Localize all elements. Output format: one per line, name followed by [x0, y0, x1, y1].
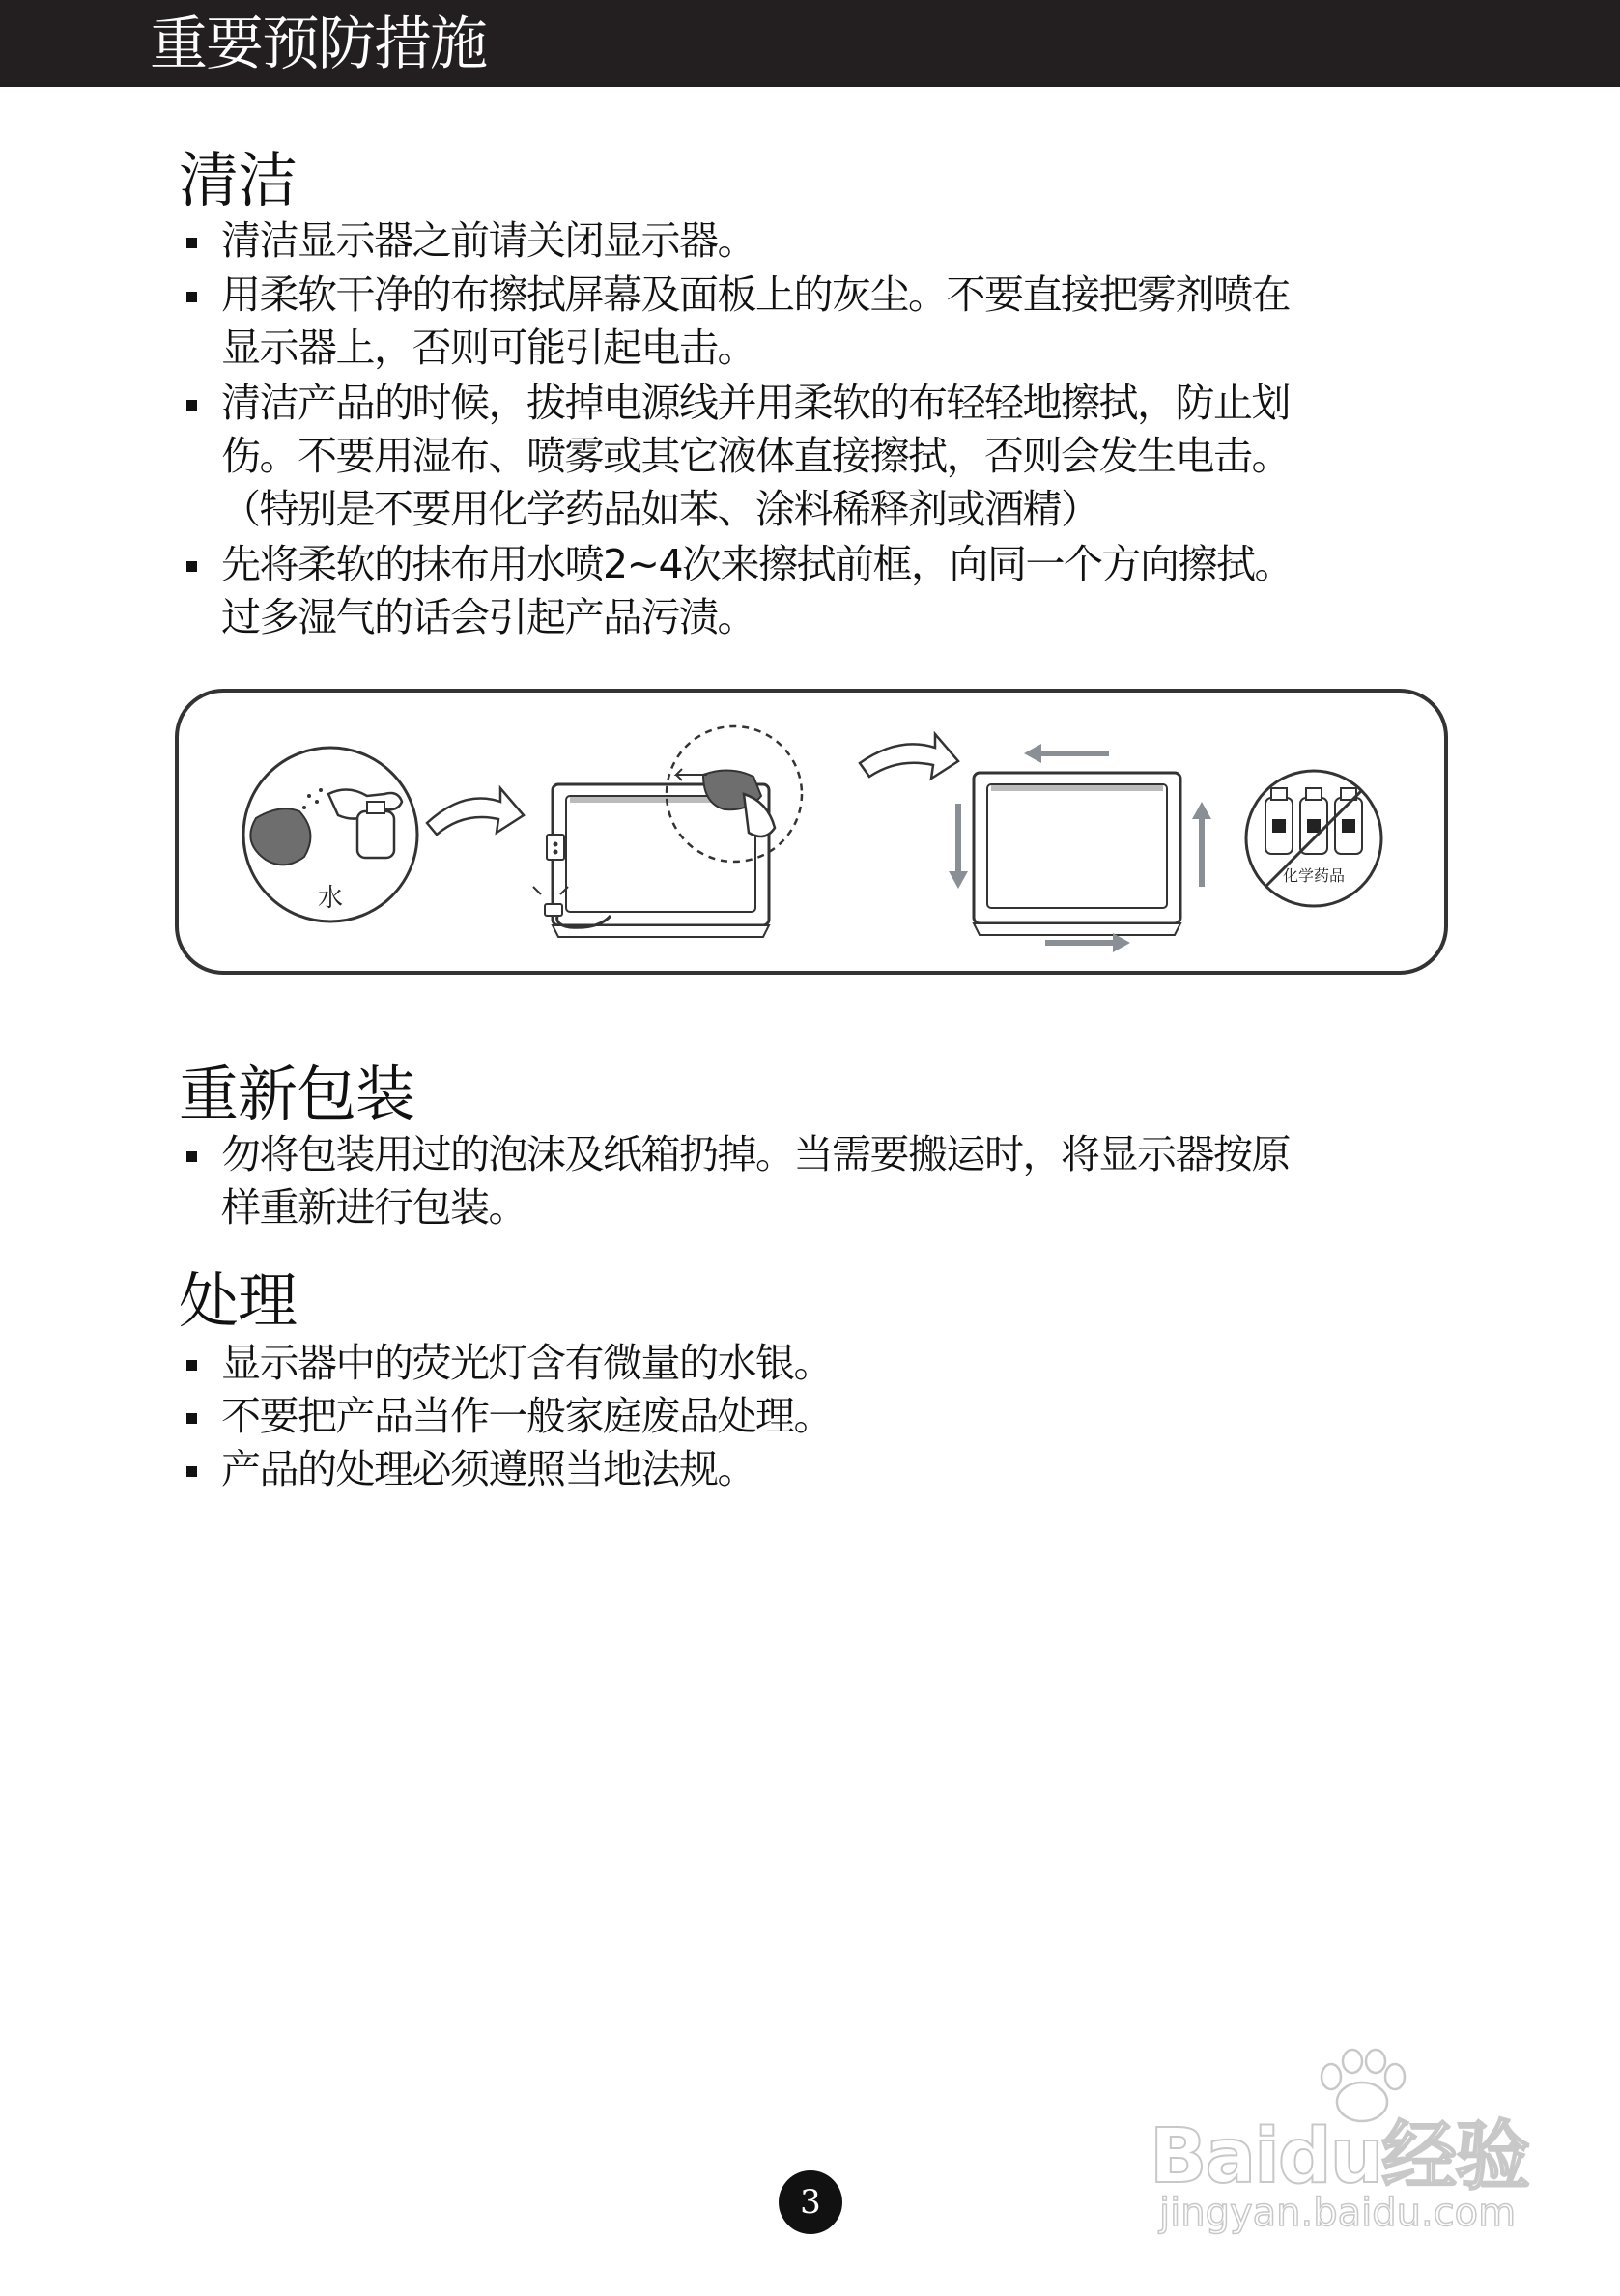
- bullet-icon: [186, 1466, 197, 1477]
- list-item: [179, 1337, 1473, 1390]
- list-item: [179, 269, 1473, 375]
- list-item: [179, 1128, 1473, 1234]
- list-item-text: 产品的处理必须遵照当地法规。: [221, 1446, 755, 1492]
- curved-arrow-icon: [860, 734, 958, 779]
- bullet-icon: [186, 561, 197, 572]
- list-item: [179, 1390, 1473, 1443]
- spray-water-icon: [243, 748, 417, 921]
- bullet-icon: [186, 1413, 197, 1424]
- water-label: 水: [317, 884, 344, 913]
- list-item: [179, 1443, 1473, 1496]
- list-item-text: 先将柔软的抹布用水喷2~4次来擦拭前框，向同一个方向擦拭。 过多湿气的话会引起产品污渍。: [221, 541, 1293, 640]
- bullet-icon: [186, 238, 197, 248]
- page-number: 3: [800, 2183, 821, 2222]
- header-bar: [0, 0, 1620, 87]
- section-heading-disposal: 处理: [179, 1265, 298, 1336]
- list-item-text: 不要把产品当作一般家庭废品处理。: [221, 1393, 832, 1439]
- list-item-text: 勿将包装用过的泡沫及纸箱扔掉。当需要搬运时，将显示器按原 样重新进行包装。: [221, 1131, 1290, 1231]
- page-title: 重要预防措施: [150, 11, 486, 78]
- watermark: [1121, 2048, 1536, 2241]
- monitor-direction-icon: [949, 744, 1211, 952]
- list-item-text: 清洁产品的时候，拔掉电源线并用柔软的布轻轻地擦拭，防止划 伤。不要用湿布、喷雾或其它液体直接擦拭，否则会发生电击。 （特别是不要用化学药品如苯、涂料稀释剂或酒精）: [221, 380, 1290, 532]
- list-item-text: 用柔软干净的布擦拭屏幕及面板上的灰尘。不要直接把雾剂喷在 显示器上，否则可能引起电击。: [221, 271, 1290, 371]
- bullet-icon: [186, 400, 197, 411]
- watermark-brand: Baidu经验: [1150, 2113, 1529, 2200]
- watermark-site: jingyan.baidu.com: [1159, 2191, 1517, 2235]
- bullet-icon: [186, 292, 197, 302]
- list-item: [179, 377, 1473, 536]
- list-item: [179, 214, 1473, 268]
- list-item: [179, 538, 1473, 644]
- list-item-text: 清洁显示器之前请关闭显示器。: [221, 217, 755, 264]
- section-heading-cleaning: 清洁: [179, 145, 298, 215]
- section-heading-repacking: 重新包装: [179, 1059, 415, 1129]
- bullet-icon: [186, 1360, 197, 1371]
- chemicals-label: 化学药品: [1282, 866, 1346, 885]
- list-item-text: 显示器中的荧光灯含有微量的水银。: [221, 1340, 832, 1386]
- monitor-wipe-icon: [533, 726, 802, 937]
- no-chemicals-icon: [1246, 771, 1381, 906]
- curved-arrow-icon: [427, 788, 524, 835]
- cleaning-illustration: [174, 688, 1449, 978]
- bullet-icon: [186, 1151, 197, 1162]
- page-number-badge: [779, 2170, 842, 2234]
